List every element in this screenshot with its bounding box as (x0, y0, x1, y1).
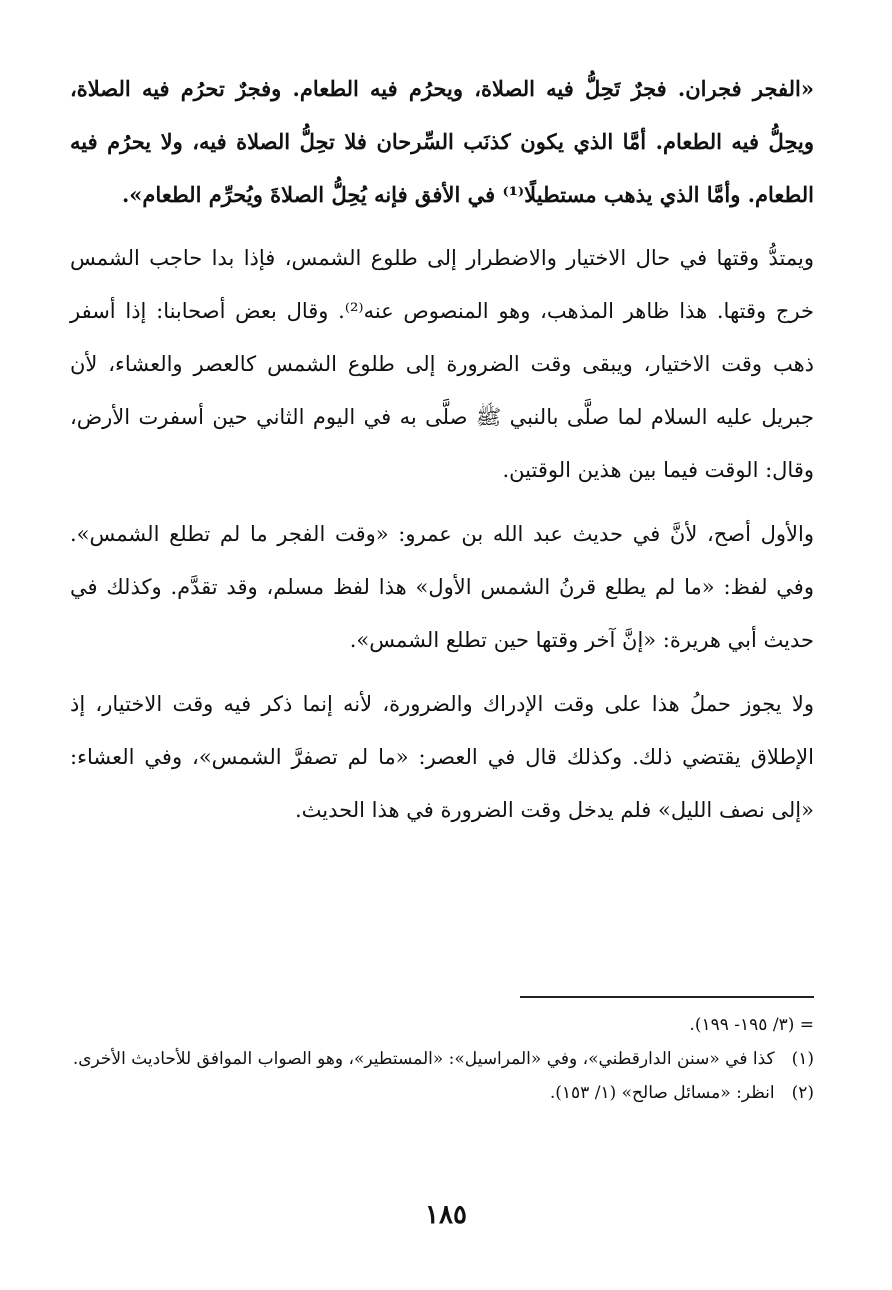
footnote-divider (520, 996, 814, 998)
footnote-1-text: كذا في «سنن الدارقطني»، وفي «المراسيل»: «المستطير»، وهو الصواب الموافق للأحاديث الأخرى. (72, 1049, 775, 1069)
footnotes (70, 1008, 814, 1110)
footnote-2 (70, 1076, 814, 1110)
footnote-1 (70, 1042, 814, 1076)
main-text (70, 62, 814, 837)
footnote-2-number: (٢) (791, 1083, 814, 1103)
footnote-1-number: (١) (791, 1049, 814, 1069)
interpretation-paragraph: ولا يجوز حملُ هذا على وقت الإدراك والضرورة، لأنه إنما ذكر فيه وقت الاختيار، إذ الإطلاق يقتضي ذلك. وكذلك قال في العصر: «ما لم تصفرَّ الشمس»، وفي العشاء: «إلى نصف الليل» فلم يدخل وقت الضرورة في هذا الحديث. (70, 692, 814, 822)
hadith-quote-paragraph: «الفجر فجران. فجرٌ تَحِلُّ فيه الصلاة، ويحرُم فيه الطعام. وفجرٌ تحرُم فيه الصلاة، ويحِلُّ فيه الطعام. أمَّا الذي يكون كذنَب السِّرحان فلا تحِلُّ الصلاة فيه، ولا يحرُم فيه الطعام. وأمَّا الذي يذهب مستطيلًا⁽¹⁾ في الأفق فإنه يُحِلُّ الصلاةَ ويُحرِّم الطعام». (70, 76, 814, 207)
time-extension-paragraph: ويمتدُّ وقتها في حال الاختيار والاضطرار إلى طلوع الشمس، فإذا بدا حاجب الشمس خرج وقتها. هذا ظاهر المذهب، وهو المنصوص عنه⁽²⁾. وقال بعض أصحابنا: إذا أسفر ذهب وقت الاختيار، ويبقى وقت الضرورة إلى طلوع الشمس كالعصر والعشاء، لأن جبريل عليه السلام لما صلَّى بالنبي ﷺ صلَّى به في اليوم الثاني حين أسفرت الأرض، وقال: الوقت فيما بين هذين الوقتين. (70, 246, 815, 482)
footnote-continuation: = (٣/ ١٩٥- ١٩٩). (689, 1015, 814, 1035)
page-number: ١٨٥ (425, 1200, 467, 1230)
footnote-2-text: انظر: «مسائل صالح» (١/ ١٥٣). (549, 1083, 775, 1103)
first-opinion-paragraph: والأول أصح، لأنَّ في حديث عبد الله بن عمرو: «وقت الفجر ما لم تطلع الشمس». وفي لفظ: «ما لم يطلع قرنُ الشمس الأول» هذا لفظ مسلم، وقد تقدَّم. وكذلك في حديث أبي هريرة: «إنَّ آخر وقتها حين تطلع الشمس». (70, 522, 814, 652)
